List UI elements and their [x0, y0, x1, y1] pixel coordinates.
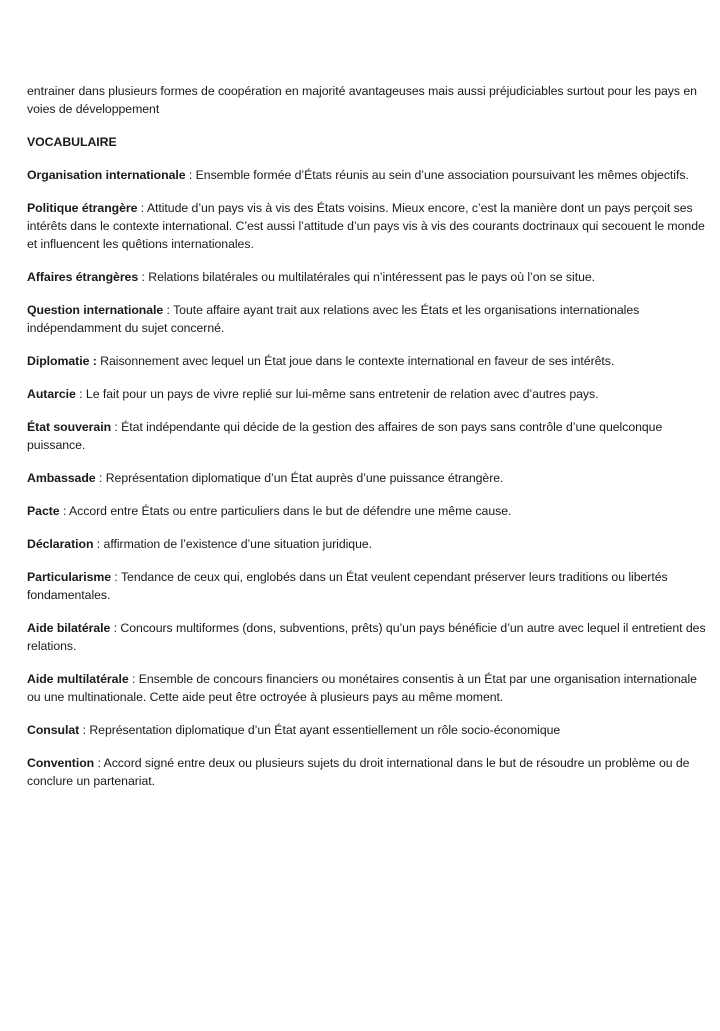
- section-heading: VOCABULAIRE: [27, 135, 117, 149]
- vocab-term: Diplomatie :: [27, 354, 97, 368]
- vocab-entry: [27, 301, 711, 337]
- vocab-definition: : Tendance de ceux qui, englobés dans un État veulent cependant préserver leurs traditions ou libertés fondamentales.: [27, 570, 668, 602]
- vocab-definition: : Accord signé entre deux ou plusieurs sujets du droit international dans le but de résoudre un problème ou de conclure un partenariat.: [27, 756, 690, 788]
- vocab-definition: : Ensemble formée d’États réunis au sein d’une association poursuivant les mêmes objectifs.: [185, 168, 689, 182]
- vocab-entry: [27, 385, 711, 403]
- vocab-term: État souverain: [27, 420, 112, 434]
- document-body: [27, 82, 711, 805]
- vocab-term: Politique étrangère: [27, 201, 138, 215]
- vocab-definition: : Relations bilatérales ou multilatérales qui n’intéressent pas le pays où l’on se situe.: [138, 270, 596, 284]
- vocab-entry: [27, 469, 711, 487]
- vocab-definition: : affirmation de l’existence d’une situation juridique.: [93, 537, 373, 551]
- vocab-term: Affaires étrangères: [27, 270, 139, 284]
- vocab-entry: [27, 199, 711, 253]
- intro-paragraph: entrainer dans plusieurs formes de coopération en majorité avantageuses mais aussi préjudiciables surtout pour les pays en voies de développement: [27, 84, 697, 116]
- vocab-entry: [27, 619, 711, 655]
- vocab-term: Question internationale: [27, 303, 164, 317]
- vocab-definition: : Toute affaire ayant trait aux relations avec les États et les organisations internationales indépendamment du sujet concerné.: [27, 303, 640, 335]
- vocab-definition: : Ensemble de concours financiers ou monétaires consentis à un État par une organisation internationale ou une multinationale. Cette aide peut être octroyée à plusieurs pays au même moment.: [27, 672, 697, 704]
- vocab-term: Particularisme: [27, 570, 112, 584]
- vocab-term: Pacte: [27, 504, 60, 518]
- vocab-entry: [27, 670, 711, 706]
- vocab-entry: [27, 166, 711, 184]
- vocab-term: Consulat: [27, 723, 80, 737]
- vocab-entry: [27, 352, 711, 370]
- vocab-term: Aide multilatérale: [27, 672, 129, 686]
- vocab-definition: : Représentation diplomatique d’un État ayant essentiellement un rôle socio-économique: [79, 723, 561, 737]
- vocab-definition: : Concours multiformes (dons, subventions, prêts) qu’un pays bénéficie d’un autre avec lequel il entretient des relations.: [27, 621, 706, 653]
- vocab-term: Ambassade: [27, 471, 96, 485]
- vocab-definition: : Accord entre États ou entre particuliers dans le but de défendre une même cause.: [59, 504, 512, 518]
- vocab-definition: : Représentation diplomatique d’un État auprès d’une puissance étrangère.: [95, 471, 504, 485]
- vocab-entry: [27, 721, 711, 739]
- vocab-term: Déclaration: [27, 537, 94, 551]
- vocab-entry: [27, 568, 711, 604]
- vocab-entry: [27, 535, 711, 553]
- vocab-term: Organisation internationale: [27, 168, 186, 182]
- vocab-entry: [27, 418, 711, 454]
- vocab-definition: : Le fait pour un pays de vivre replié sur lui-même sans entretenir de relation avec d’autres pays.: [75, 387, 599, 401]
- vocab-term: Autarcie: [27, 387, 76, 401]
- vocab-entry: [27, 268, 711, 286]
- vocab-term: Aide bilatérale: [27, 621, 111, 635]
- vocab-term: Convention: [27, 756, 95, 770]
- vocab-entry: [27, 502, 711, 520]
- vocab-definition: : État indépendante qui décide de la gestion des affaires de son pays sans contrôle d’une quelconque puissance.: [27, 420, 663, 452]
- vocab-definition: : Attitude d’un pays vis à vis des États voisins. Mieux encore, c’est la manière dont un pays perçoit ses intérêts dans le contexte international. C’est aussi l’attitude d’un pays vis à vis des courants doctrinaux qui secouent le monde et influencent les quêtions internationales.: [27, 201, 705, 251]
- vocab-entry: [27, 754, 711, 790]
- vocab-definition: Raisonnement avec lequel un État joue dans le contexte international en faveur de ses intérêts.: [96, 354, 615, 368]
